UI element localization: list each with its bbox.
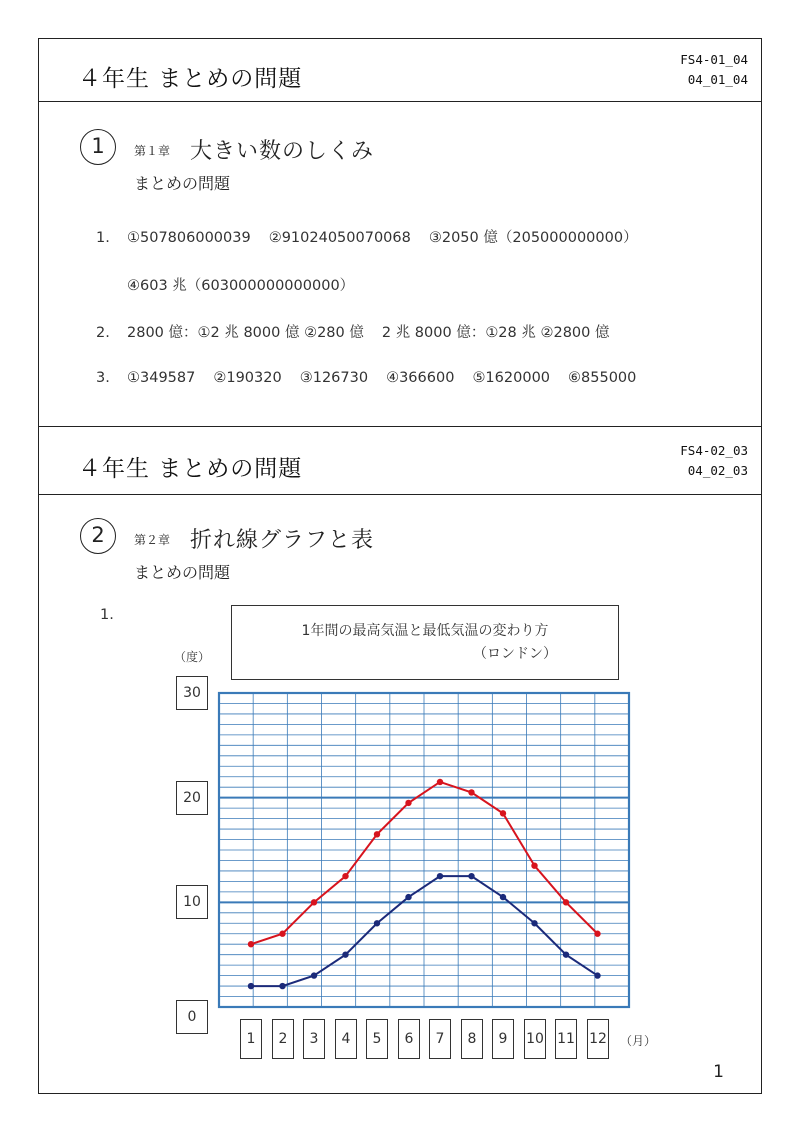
question-number: 2. xyxy=(96,325,110,341)
sheet-code-line: FS4-01_04 xyxy=(680,52,748,67)
chapter-subtitle: まとめの問題 xyxy=(134,174,231,193)
x-tick-label: 9 xyxy=(492,1019,514,1059)
data-point xyxy=(563,899,569,905)
data-point xyxy=(405,800,411,806)
chart-subtitle: （ロンドン） xyxy=(473,646,557,662)
data-point xyxy=(342,951,348,957)
y-axis-unit: （度） xyxy=(174,650,211,664)
data-point xyxy=(311,899,317,905)
data-point xyxy=(594,931,600,937)
y-tick-label: 10 xyxy=(176,885,208,919)
answer-text: 2 兆 8000 億：①28 兆 ②2800 億 xyxy=(381,325,610,341)
data-point xyxy=(279,983,285,989)
data-point xyxy=(500,810,506,816)
data-point xyxy=(468,789,474,795)
x-tick-label: 4 xyxy=(335,1019,357,1059)
answer-text: ④366600 xyxy=(386,370,455,386)
data-point xyxy=(374,920,380,926)
sheet-code-line: FS4-02_03 xyxy=(680,443,748,458)
sheet-title: ４年生 まとめの問題 xyxy=(78,456,303,482)
data-point xyxy=(437,779,443,785)
data-point xyxy=(405,894,411,900)
x-tick-label: 10 xyxy=(524,1019,546,1059)
answer-text: ②190320 xyxy=(213,370,282,386)
chapter-subtitle: まとめの問題 xyxy=(134,563,231,582)
answer-text: ①349587 xyxy=(127,370,196,386)
question-number: 3. xyxy=(96,370,110,386)
chapter-label: 第１章 xyxy=(134,144,171,158)
data-point xyxy=(342,873,348,879)
x-tick-label: 3 xyxy=(303,1019,325,1059)
answer-text: ⑥855000 xyxy=(568,370,637,386)
page-number: 1 xyxy=(713,1062,724,1082)
x-axis-unit: （月） xyxy=(620,1034,657,1048)
data-point xyxy=(311,972,317,978)
chapter-number-circle: 1 xyxy=(80,129,116,165)
x-tick-label: 8 xyxy=(461,1019,483,1059)
chapter-number-circle: 2 xyxy=(80,518,116,554)
data-point xyxy=(279,931,285,937)
answer-text: ④603 兆（603000000000000） xyxy=(127,278,355,294)
x-tick-label: 11 xyxy=(555,1019,577,1059)
chapter-title: 折れ線グラフと表 xyxy=(190,528,375,553)
sheet-code-line: 04_02_03 xyxy=(687,463,748,478)
data-point xyxy=(531,863,537,869)
sheet-code-line: 04_01_04 xyxy=(687,72,748,87)
answer-text: ②91024050070068 xyxy=(268,230,411,246)
data-point xyxy=(468,873,474,879)
sheet-title: ４年生 まとめの問題 xyxy=(78,66,303,92)
answer-text: ①507806000039 xyxy=(127,230,251,246)
x-tick-label: 5 xyxy=(366,1019,388,1059)
data-point xyxy=(248,983,254,989)
data-point xyxy=(248,941,254,947)
data-point xyxy=(374,831,380,837)
chapter-title: 大きい数のしくみ xyxy=(190,139,375,164)
answer-text: ⑤1620000 xyxy=(472,370,551,386)
data-point xyxy=(437,873,443,879)
y-tick-label: 30 xyxy=(176,676,208,710)
data-point xyxy=(563,951,569,957)
y-tick-label: 0 xyxy=(176,1000,208,1034)
x-tick-label: 12 xyxy=(587,1019,609,1059)
answer-text: ③2050 億（205000000000） xyxy=(428,230,638,246)
data-point xyxy=(594,972,600,978)
question-number: 1. xyxy=(100,607,114,623)
answer-text: 2800 億：①2 兆 8000 億 ②280 億 xyxy=(127,325,364,341)
data-point xyxy=(531,920,537,926)
x-tick-label: 2 xyxy=(272,1019,294,1059)
x-tick-label: 7 xyxy=(429,1019,451,1059)
x-tick-label: 1 xyxy=(240,1019,262,1059)
x-tick-label: 6 xyxy=(398,1019,420,1059)
question-number: 1. xyxy=(96,230,110,246)
data-point xyxy=(500,894,506,900)
chart-title: 1年間の最高気温と最低気温の変わり方 xyxy=(301,623,549,639)
answer-text: ③126730 xyxy=(299,370,369,386)
y-tick-label: 20 xyxy=(176,781,208,815)
chapter-label: 第２章 xyxy=(134,533,171,547)
